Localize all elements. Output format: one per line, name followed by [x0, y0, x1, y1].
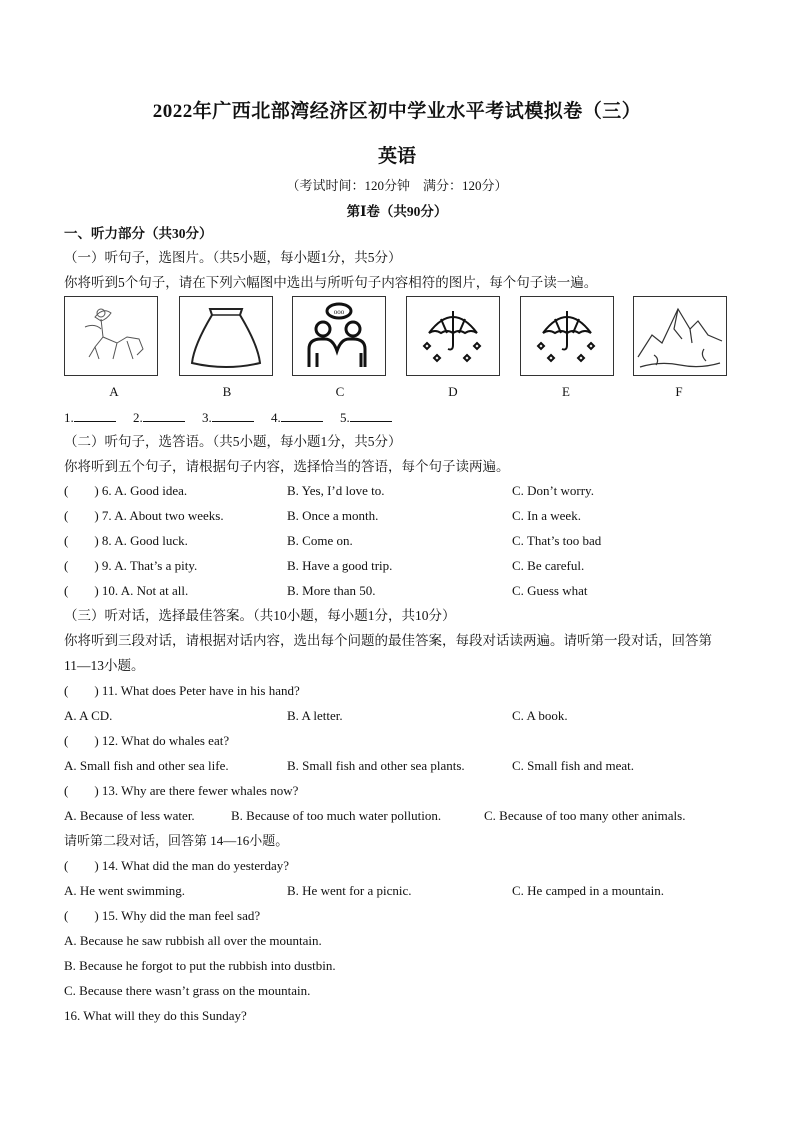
- question-8-option-c: C. That’s too bad: [512, 533, 602, 548]
- part3-instruction-line2: 11—13小题。: [64, 658, 145, 673]
- question-13-option-b: B. Because of too much water pollution.: [231, 808, 442, 823]
- picture-label-c: C: [335, 384, 345, 399]
- part1-heading: （一）听句子，选图片。（共5小题，每小题1分，共5分）: [64, 250, 402, 265]
- question-9-option-c: C. Be careful.: [512, 558, 585, 573]
- answer-blank-4[interactable]: [281, 409, 323, 422]
- blank-number-2: 2.: [133, 410, 143, 425]
- question-13-option-c: C. Because of too many other animals.: [484, 808, 686, 823]
- picture-d-umbrella-rain-icon: [406, 296, 500, 376]
- question-7-option-c: C. In a week.: [512, 508, 581, 523]
- exam-title: 2022年广西北部湾经济区初中学业水平考试模拟卷（三）: [152, 101, 642, 122]
- question-6-option-c: C. Don’t worry.: [512, 483, 594, 498]
- picture-f-mountain-landscape-icon: [633, 296, 727, 376]
- question-12-option-c: C. Small fish and meat.: [512, 758, 635, 773]
- answer-blank-1[interactable]: [74, 409, 116, 422]
- picture-label-b: B: [222, 384, 232, 399]
- question-15-option-a: A. Because he saw rubbish all over the mountain.: [64, 933, 322, 948]
- picture-label-f: F: [675, 384, 683, 399]
- answer-blank-3[interactable]: [212, 409, 254, 422]
- blank-number-1: 1.: [64, 410, 74, 425]
- question-7-option-b: B. Once a month.: [287, 508, 379, 523]
- part1-instruction: 你将听到5个句子，请在下列六幅图中选出与所听句子内容相符的图片，每个句子读一遍。: [64, 275, 598, 290]
- volume-heading: 第Ⅰ卷（共90分）: [346, 204, 448, 219]
- question-8-option-b: B. Come on.: [287, 533, 353, 548]
- question-6-option-b: B. Yes, I’d love to.: [287, 483, 385, 498]
- question-14-option-c: C. He camped in a mountain.: [512, 883, 664, 898]
- question-8-stem: ( ) 8. A. Good luck.: [64, 533, 188, 548]
- exam-info: （考试时间：120分钟 满分：120分）: [286, 178, 508, 193]
- question-15-option-c: C. Because there wasn’t grass on the mountain.: [64, 983, 311, 998]
- question-13-option-a: A. Because of less water.: [64, 808, 195, 823]
- question-10-option-b: B. More than 50.: [287, 583, 376, 598]
- answer-blank-2[interactable]: [143, 409, 185, 422]
- blank-number-5: 5.: [340, 410, 350, 425]
- picture-label-d: D: [448, 384, 458, 399]
- question-15-text: ( ) 15. Why did the man feel sad?: [64, 908, 261, 923]
- picture-label-a: A: [109, 384, 119, 399]
- question-11-text: ( ) 11. What does Peter have in his hand?: [64, 683, 300, 698]
- question-14-text: ( ) 14. What did the man do yesterday?: [64, 858, 290, 873]
- section-heading-listening: 一、听力部分（共30分）: [64, 226, 213, 241]
- question-9-stem: ( ) 9. A. That’s a pity.: [64, 558, 198, 573]
- question-11-option-c: C. A book.: [512, 708, 568, 723]
- question-7-stem: ( ) 7. A. About two weeks.: [64, 508, 224, 523]
- question-13-text: ( ) 13. Why are there fewer whales now?: [64, 783, 299, 798]
- question-11-option-b: B. A letter.: [287, 708, 343, 723]
- question-12-option-a: A. Small fish and other sea life.: [64, 758, 229, 773]
- part3-heading: （三）听对话，选择最佳答案。（共10小题，每小题1分，共10分）: [64, 608, 456, 623]
- part3-instruction-line1: 你将听到三段对话，请根据对话内容，选出每个问题的最佳答案，每段对话读两遍。请听第一段对话，回答第: [64, 633, 712, 648]
- picture-e-umbrella-rain-icon: [520, 296, 614, 376]
- picture-row: [64, 296, 730, 380]
- question-9-option-b: B. Have a good trip.: [287, 558, 393, 573]
- dialog2-instruction: 请听第二段对话，回答第 14—16小题。: [64, 833, 289, 848]
- picture-b-skirt-icon: [179, 296, 273, 376]
- question-12-text: ( ) 12. What do whales eat?: [64, 733, 230, 748]
- picture-label-e: E: [562, 384, 570, 399]
- picture-c-two-people-talking-icon: [292, 296, 386, 376]
- question-14-option-b: B. He went for a picnic.: [287, 883, 412, 898]
- question-15-option-b: B. Because he forgot to put the rubbish into dustbin.: [64, 958, 336, 973]
- question-10-option-c: C. Guess what: [512, 583, 588, 598]
- svg-text:ooo: ooo: [333, 308, 345, 316]
- part2-heading: （二）听句子，选答语。（共5小题，每小题1分，共5分）: [64, 434, 402, 449]
- question-6-stem: ( ) 6. A. Good idea.: [64, 483, 188, 498]
- question-10-stem: ( ) 10. A. Not at all.: [64, 583, 189, 598]
- question-16-text: 16. What will they do this Sunday?: [64, 1008, 247, 1023]
- blank-number-3: 3.: [202, 410, 212, 425]
- blank-number-4: 4.: [271, 410, 281, 425]
- answer-blank-5[interactable]: [350, 409, 392, 422]
- question-14-option-a: A. He went swimming.: [64, 883, 185, 898]
- question-12-option-b: B. Small fish and other sea plants.: [287, 758, 465, 773]
- part2-instruction: 你将听到五个句子，请根据句子内容，选择恰当的答语，每个句子读两遍。: [64, 459, 510, 474]
- answer-blanks-row: [64, 409, 406, 427]
- picture-a-horse-rider-icon: [64, 296, 158, 376]
- question-11-option-a: A. A CD.: [64, 708, 113, 723]
- subject-title: 英语: [377, 146, 416, 167]
